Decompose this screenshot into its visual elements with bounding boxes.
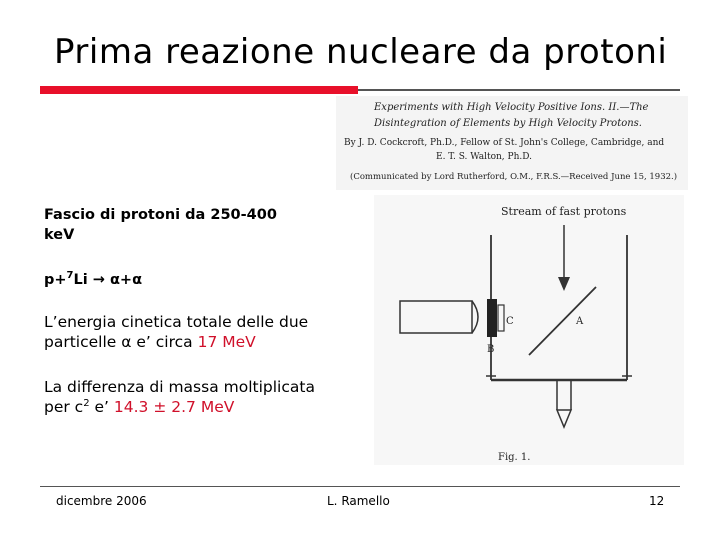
title-accent-bar: [40, 86, 358, 94]
outlet-tip: [557, 410, 571, 427]
reaction-suffix: Li → α+α: [73, 272, 143, 288]
page-number: 12: [649, 494, 665, 508]
figure-caption: Fig. 1.: [498, 452, 531, 463]
side-tube-end: [472, 301, 478, 333]
mass-superscript: 2: [83, 397, 90, 409]
mass-value: 14.3 ± 2.7 MeV: [113, 398, 235, 416]
paper-communicated: (Communicated by Lord Rutherford, O.M., F.R.S.—Received June 15, 1932.): [350, 172, 678, 182]
label-b: B: [487, 344, 495, 355]
footer-rule: [40, 486, 680, 487]
slide-title: Prima reazione nucleare da protoni: [54, 32, 668, 72]
lithium-target: [529, 287, 596, 355]
beam-line2: keV: [44, 227, 75, 243]
beam-line1: Fascio di protoni da 250-400: [44, 207, 277, 223]
mass-difference-text: [44, 377, 374, 417]
mass-line2-prefix: per c: [44, 398, 84, 416]
label-a: A: [576, 316, 584, 327]
proton-arrow-head: [558, 277, 570, 291]
mass-line2-mid: e’: [89, 398, 114, 416]
reaction-superscript: 7: [66, 270, 74, 282]
kinetic-energy-text: [44, 312, 364, 352]
footer-author: L. Ramello: [327, 494, 390, 508]
reaction-prefix: p+: [44, 272, 67, 288]
mass-line1: La differenza di massa moltiplicata: [44, 378, 315, 396]
paper-authors-line1: By J. D. Cockcroft, Ph.D., Fellow of St. John's College, Cambridge, and: [344, 138, 665, 148]
energy-value: 17 MeV: [197, 333, 256, 351]
apparatus-diagram: [374, 195, 684, 465]
beam-energy-text: [44, 205, 344, 245]
title-rule: [358, 89, 680, 91]
footer-date: dicembre 2006: [56, 494, 147, 508]
energy-line2-prefix: particelle α e’ circa: [44, 333, 198, 351]
side-tube: [400, 301, 472, 333]
paper-title-line2: Disintegration of Elements by High Velocity Protons.: [374, 118, 642, 129]
reaction-text: [44, 270, 142, 290]
label-c: C: [506, 316, 514, 327]
paper-title-line1: Experiments with High Velocity Positive Ions. II.—The: [374, 102, 649, 113]
zinc-screen: [487, 299, 497, 337]
window: [498, 305, 504, 331]
paper-header-image: [336, 96, 688, 190]
stream-label: Stream of fast protons: [501, 205, 627, 218]
energy-line1: L’energia cinetica totale delle due: [44, 313, 309, 331]
paper-authors-line2: E. T. S. Walton, Ph.D.: [436, 152, 532, 162]
